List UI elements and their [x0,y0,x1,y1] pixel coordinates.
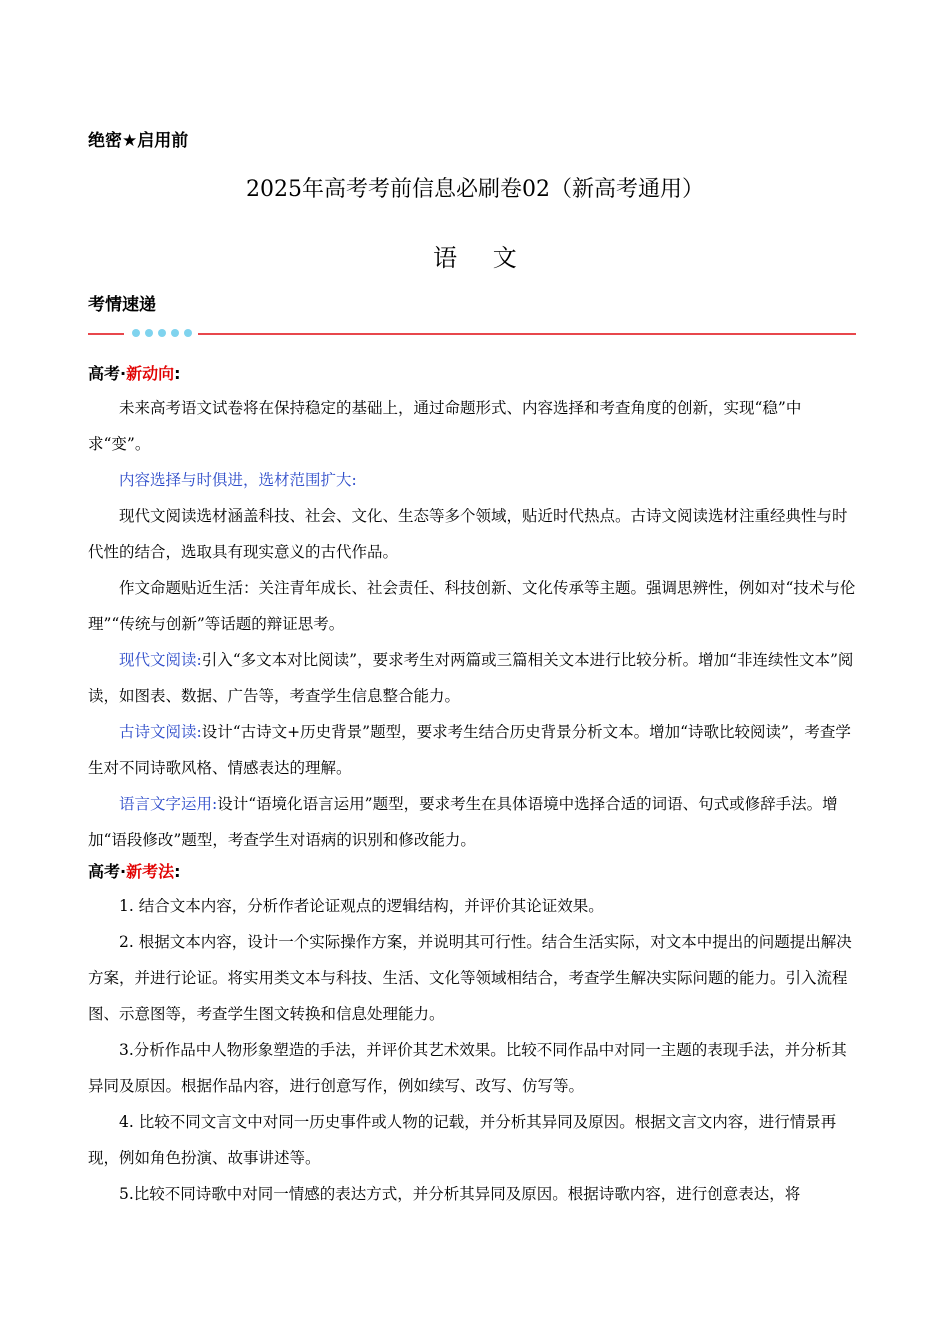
new-trends-heading [88,362,856,386]
dot-icon [145,329,153,337]
heading-suffix: : [174,364,181,383]
section-heading: 考情速递 [88,295,156,315]
heading-emphasis: 新动向 [126,364,175,383]
document-title: 2025年高考考前信息必刷卷02（新高考通用） [246,177,704,202]
dot-icon [132,329,140,337]
method-item: 4. 比较不同文言文中对同一历史事件或人物的记载，并分析其异同及原因。根据文言文内容，进行情景再现，例如角色扮演、故事讲述等。 [88,1113,837,1167]
modern-reading-text: 引入“多文本对比阅读”，要求考生对两篇或三篇相关文本进行比较分析。增加“非连续性文本”阅读，如图表、数据、广告等，考查学生信息整合能力。 [88,651,854,705]
language-use-text: 设计“语境化语言运用”题型，要求考生在具体语境中选择合适的词语、句式或修辞手法。增加“语段修改”题型，考查学生对语病的识别和修改能力。 [88,795,838,849]
confidential-mark: 绝密★启用前 [88,131,189,151]
document-body [88,362,856,1212]
new-methods-heading [88,860,856,884]
content-subheading: 内容选择与时俱进，选材范围扩大: [119,471,357,489]
heading-emphasis: 新考法 [126,862,175,881]
divider-line-right [198,333,856,335]
classical-reading-label: 古诗文阅读: [119,723,202,741]
dot-icon [171,329,179,337]
subject-title: 语 文 [433,244,531,272]
heading-suffix: : [174,862,181,881]
paragraph-reading-material: 现代文阅读选材涵盖科技、社会、文化、生态等多个领域，贴近时代热点。古诗文阅读选材注重经典性与时代性的结合，选取具有现实意义的古代作品。 [88,507,848,561]
dot-icon [158,329,166,337]
method-item: 3.分析作品中人物形象塑造的手法，并评价其艺术效果。比较不同作品中对同一主题的表现手法，并分析其异同及原因。根据作品内容，进行创意写作，例如续写、改写、仿写等。 [88,1041,847,1095]
paragraph-language-use [88,786,856,858]
dot-icon [184,329,192,337]
paragraph-composition: 作文命题贴近生活：关注青年成长、社会责任、科技创新、文化传承等主题。强调思辨性，例如对“技术与伦理”“传统与创新”等话题的辩证思考。 [88,579,856,633]
divider-dots [132,329,192,339]
heading-prefix: 高考· [88,862,127,881]
classical-reading-text: 设计“古诗文+历史背景”题型，要求考生结合历史背景分析文本。增加“诗歌比较阅读”，考查学生对不同诗歌风格、情感表达的理解。 [88,723,851,777]
method-item: 5.比较不同诗歌中对同一情感的表达方式，并分析其异同及原因。根据诗歌内容，进行创意表达，将 [119,1185,801,1203]
divider-line-left [88,333,124,335]
paragraph-classical-reading [88,714,856,786]
intro-paragraph: 未来高考语文试卷将在保持稳定的基础上，通过命题形式、内容选择和考查角度的创新，实现“稳”中求“变”。 [88,399,802,453]
method-item: 2. 根据文本内容，设计一个实际操作方案，并说明其可行性。结合生活实际，对文本中提出的问题提出解决方案，并进行论证。将实用类文本与科技、生活、文化等领域相结合，考查学生解决实际问题的能力。引入流程图、示意图等，考查学生图文转换和信息处理能力。 [88,933,852,1023]
paragraph-modern-reading [88,642,856,714]
decorative-divider [88,326,856,342]
method-item: 1. 结合文本内容，分析作者论证观点的逻辑结构，并评价其论证效果。 [119,897,604,915]
language-use-label: 语言文字运用: [119,795,218,813]
heading-prefix: 高考· [88,364,127,383]
modern-reading-label: 现代文阅读: [119,651,202,669]
